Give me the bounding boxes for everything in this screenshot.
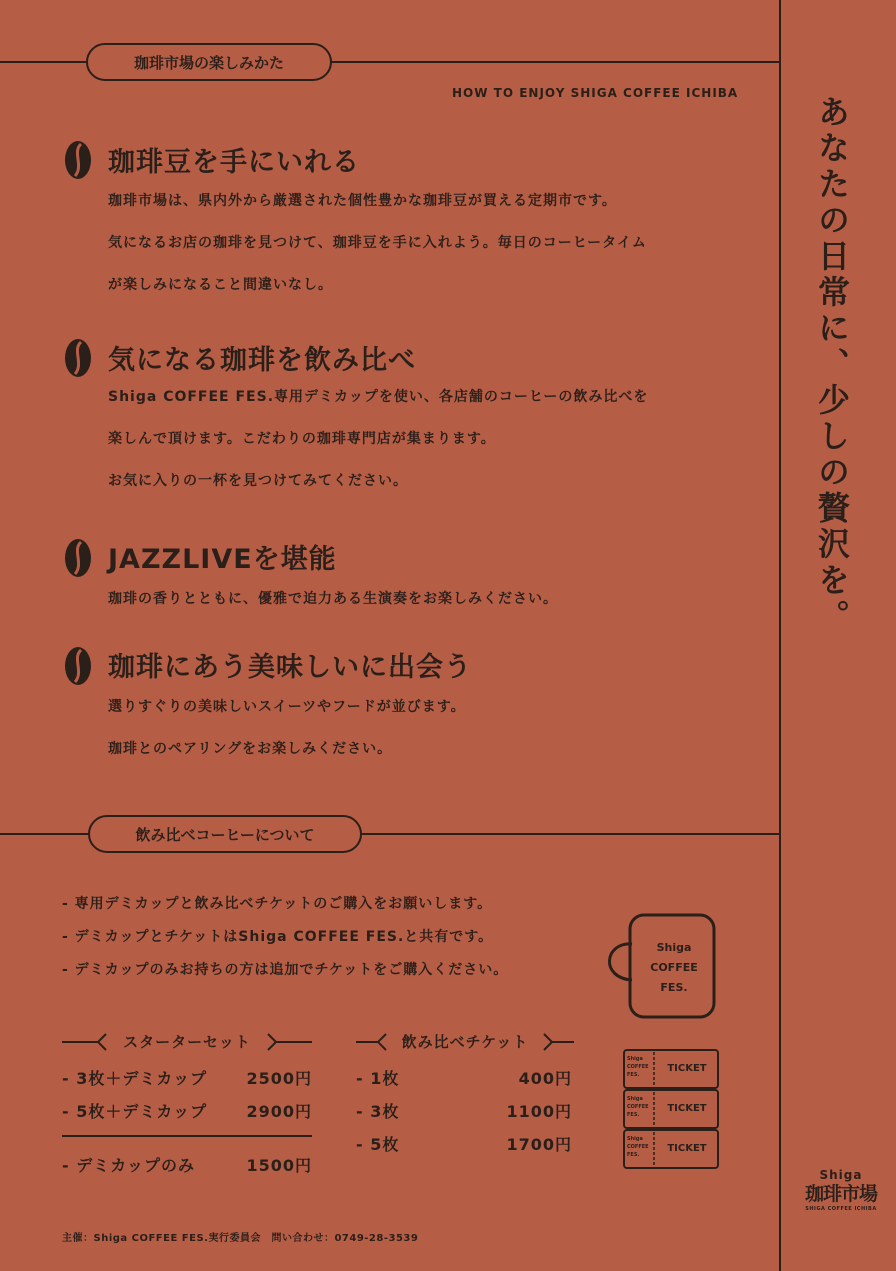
coffee-bean-icon — [64, 538, 92, 578]
body-line: お気に入りの一杯を見つけてみてください。 — [108, 473, 408, 489]
ticket-stub-text: FES. — [627, 1152, 640, 1158]
ticket-label: TICKET — [667, 1063, 707, 1074]
price-row — [62, 1099, 312, 1122]
shiga-coffee-ichiba-logo — [800, 1168, 882, 1212]
price-row — [62, 1066, 312, 1089]
section-pill-enjoy — [86, 43, 332, 81]
note-line: - デミカップのみお持ちの方は追加でチケットをご購入ください。 — [62, 962, 509, 978]
price-value: 1100円 — [506, 1102, 572, 1121]
price-row — [356, 1132, 572, 1155]
tasting-notes — [62, 888, 508, 987]
price-divider — [62, 1135, 312, 1137]
section-title: 珈琲にあう美味しいに出会う — [108, 652, 472, 683]
price-value: 1500円 — [246, 1156, 312, 1175]
ticket-strip-icon — [622, 1049, 720, 1169]
section-title: 気になる珈琲を飲み比べ — [108, 345, 416, 376]
section-body — [108, 578, 558, 620]
cup-text: FES. — [660, 981, 688, 994]
body-line: Shiga COFFEE FES.専用デミカップを使い、各店舗のコーヒーの飲み比べを — [108, 389, 649, 405]
ticket-stub-text: COFFEE — [627, 1104, 649, 1110]
vertical-divider — [779, 0, 781, 1271]
ticket-stub-text: COFFEE — [627, 1064, 649, 1070]
section-title: JAZZLIVEを堪能 — [108, 544, 337, 575]
cup-text: Shiga — [656, 941, 692, 954]
ticket-stub-text: Shiga — [627, 1056, 643, 1062]
note-line: - 専用デミカップと飲み比べチケットのご購入をお願いします。 — [62, 896, 493, 912]
coffee-bean-icon — [64, 140, 92, 180]
ticket-stub-text: COFFEE — [627, 1144, 649, 1150]
body-line: 楽しんで頂けます。こだわりの珈琲専門店が集まります。 — [108, 431, 496, 447]
coffee-bean-icon — [64, 646, 92, 686]
price-row — [62, 1153, 312, 1176]
body-line: 気になるお店の珈琲を見つけて、珈琲豆を手に入れよう。毎日のコーヒータイム — [108, 235, 647, 251]
body-line: が楽しみになること間違いなし。 — [108, 277, 333, 293]
ticket-stub-text: Shiga — [627, 1136, 643, 1142]
price-item: - 3枚＋デミカップ — [62, 1069, 208, 1088]
body-line: 選りすぐりの美味しいスイーツやフードが並びます。 — [108, 699, 466, 715]
pill-label: 珈琲市場の楽しみかた — [133, 53, 284, 72]
body-line: 珈琲市場は、県内外から厳選された個性豊かな珈琲豆が買える定期市です。 — [108, 193, 617, 209]
price-item: - 5枚＋デミカップ — [62, 1102, 208, 1121]
body-line: 珈琲とのペアリングをお楽しみください。 — [108, 741, 393, 757]
subtitle: HOW TO ENJOY SHIGA COFFEE ICHIBA — [452, 86, 739, 100]
cup-text: COFFEE — [650, 961, 698, 974]
price-value: 2900円 — [246, 1102, 312, 1121]
ticket-heading-text: 飲み比べチケット — [401, 1033, 529, 1051]
section-body — [108, 686, 466, 770]
section-body — [108, 180, 647, 306]
starter-heading-text: スターターセット — [123, 1033, 251, 1051]
section-title: 珈琲豆を手にいれる — [108, 147, 360, 178]
body-line: 珈琲の香りとともに、優雅で迫力ある生演奏をお楽しみください。 — [108, 591, 558, 607]
price-value: 400円 — [518, 1069, 572, 1088]
logo-top: Shiga — [819, 1168, 863, 1182]
ticket-label: TICKET — [667, 1143, 707, 1154]
price-item: - 1枚 — [356, 1069, 400, 1088]
price-value: 1700円 — [506, 1135, 572, 1154]
price-value: 2500円 — [246, 1069, 312, 1088]
pill-label: 飲み比べコーヒーについて — [135, 825, 315, 844]
price-item: - デミカップのみ — [62, 1156, 196, 1175]
ticket-stub-text: FES. — [627, 1112, 640, 1118]
footer-text: 主催：Shiga COFFEE FES.実行委員会 問い合わせ：0749-28-3539 — [62, 1233, 419, 1244]
coffee-bean-icon — [64, 338, 92, 378]
ticket-label: TICKET — [667, 1103, 707, 1114]
section-pill-tasting — [88, 815, 362, 853]
logo-sub: SHIGA COFFEE ICHIBA — [805, 1206, 877, 1212]
demitasse-cup-icon — [598, 912, 718, 1020]
logo-main: 珈琲市場 — [804, 1183, 877, 1205]
note-line: - デミカップとチケットはShiga COFFEE FES.と共有です。 — [62, 929, 494, 945]
price-item: - 5枚 — [356, 1135, 400, 1154]
price-row — [356, 1099, 572, 1122]
vertical-tagline: あなたの日常に、少しの贅沢を。 — [813, 95, 851, 635]
section-body — [108, 376, 648, 502]
ticket-stub-text: Shiga — [627, 1096, 643, 1102]
price-item: - 3枚 — [356, 1102, 400, 1121]
ticket-stub-text: FES. — [627, 1072, 640, 1078]
price-row — [356, 1066, 572, 1089]
